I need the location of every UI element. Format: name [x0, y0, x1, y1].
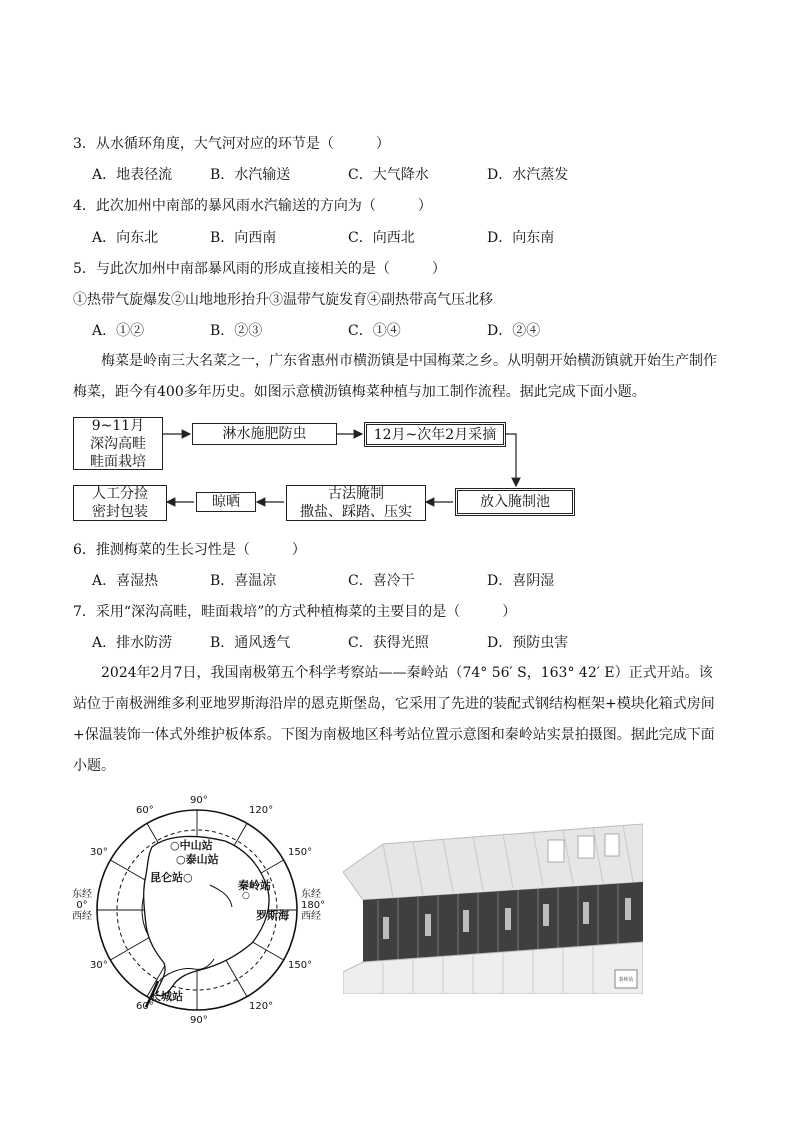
- option: B．喜温凉: [210, 573, 277, 589]
- question-3-stem: 3．从水循环角度，大气河对应的环节是（ ）: [73, 136, 390, 152]
- option: B．水汽输送: [210, 167, 291, 183]
- lon-label: 60°: [136, 1001, 154, 1012]
- option: A．向东北: [92, 230, 159, 246]
- option: D．水汽蒸发: [487, 167, 569, 183]
- lon-label: 120°: [249, 1001, 274, 1012]
- option: D．②④: [487, 323, 541, 339]
- flow-step-planting: 9~11月 深沟高畦 畦面栽培: [73, 417, 163, 470]
- option: C．大气降水: [348, 167, 429, 183]
- option: C．获得光照: [348, 635, 429, 651]
- option: A．地表径流: [92, 167, 173, 183]
- lon-label: 150°: [288, 960, 313, 971]
- option: D．向东南: [487, 230, 555, 246]
- qinling-marker: ○: [242, 891, 250, 901]
- station-qinling: 秦岭站: [238, 879, 271, 892]
- lon-label: 60°: [136, 805, 154, 816]
- station-taishan: ○泰山站: [176, 853, 219, 866]
- option: D．喜阴湿: [487, 573, 555, 589]
- station-changcheng: 长城站: [150, 990, 183, 1003]
- lon-label: 30°: [90, 960, 108, 971]
- qinling-station-photo: [343, 822, 643, 994]
- option: B．②③: [210, 323, 263, 339]
- question-4-stem: 4．此次加州中南部的暴风雨水汽输送的方向为（ ）: [73, 198, 432, 214]
- flow-step-pickle-pool: 放入腌制池: [455, 488, 575, 516]
- lon-label: 30°: [90, 847, 108, 858]
- option: C．喜冷干: [348, 573, 415, 589]
- station-kunlun: 昆仑站○: [150, 871, 193, 884]
- question-6-stem: 6．推测梅菜的生长习性是（ ）: [73, 542, 306, 558]
- flow-step-drying: 晾晒: [196, 492, 256, 512]
- lon-label: 90°: [190, 795, 208, 806]
- lon-label: 150°: [288, 847, 313, 858]
- option: A．喜湿热: [92, 573, 159, 589]
- qinling-passage: 2024年2月7日，我国南极第五个科学考察站——秦岭站（74° 56′ S，163° 42′ E）正式开站。该站位于南极洲维多利亚地罗斯海沿岸的恩克斯堡岛，它采用了先进的装配式钢结构框架+模块化箱式房间+保温装饰一体式外维护板体系。下图为南极地区科考站位置示意图和秦岭站实景拍摄图。据此完成下面小题。: [73, 665, 715, 774]
- ross-sea-label: 罗斯海: [256, 909, 289, 922]
- meicai-passage: 梅菜是岭南三大名菜之一，广东省惠州市横沥镇是中国梅菜之乡。从明朝开始横沥镇就开始生产制作梅菜，距今有400多年历史。如图示意横沥镇梅菜种植与加工制作流程。据此完成下面小题。: [73, 353, 717, 400]
- question-5-stem: 5．与此次加州中南部暴风雨的形成直接相关的是（ ）: [73, 261, 446, 277]
- lon-label: 120°: [249, 805, 274, 816]
- east-west-left: 东经 0° 西经: [72, 889, 92, 922]
- option: A．排水防涝: [92, 635, 173, 651]
- photo-sign-text: 秦岭站: [618, 977, 634, 983]
- question-7-stem: 7．采用“深沟高畦，畦面栽培”的方式种植梅菜的主要目的是（ ）: [73, 604, 517, 620]
- option: C．①④: [348, 323, 401, 339]
- option: C．向西北: [348, 230, 415, 246]
- east-west-right: 东经 180° 西经: [301, 889, 326, 922]
- option: B．通风透气: [210, 635, 291, 651]
- lon-label: 90°: [190, 1015, 208, 1026]
- map-labels: [60, 795, 330, 1030]
- flow-step-ancient-pickling: 古法腌制 撒盐、踩踏、压实: [286, 485, 426, 521]
- flow-step-packaging: 人工分捡 密封包装: [73, 485, 167, 521]
- flow-step-harvest: 12月~次年2月采摘: [364, 422, 506, 447]
- option: D．预防虫害: [487, 635, 569, 651]
- question-5-statements: ①热带气旋爆发②山地地形抬升③温带气旋发育④副热带高气压北移: [73, 292, 493, 308]
- flow-step-care: 淋水施肥防虫: [192, 423, 337, 445]
- option: B．向西南: [210, 230, 277, 246]
- station-zhongshan: ○中山站: [170, 839, 213, 852]
- option: A．①②: [92, 323, 145, 339]
